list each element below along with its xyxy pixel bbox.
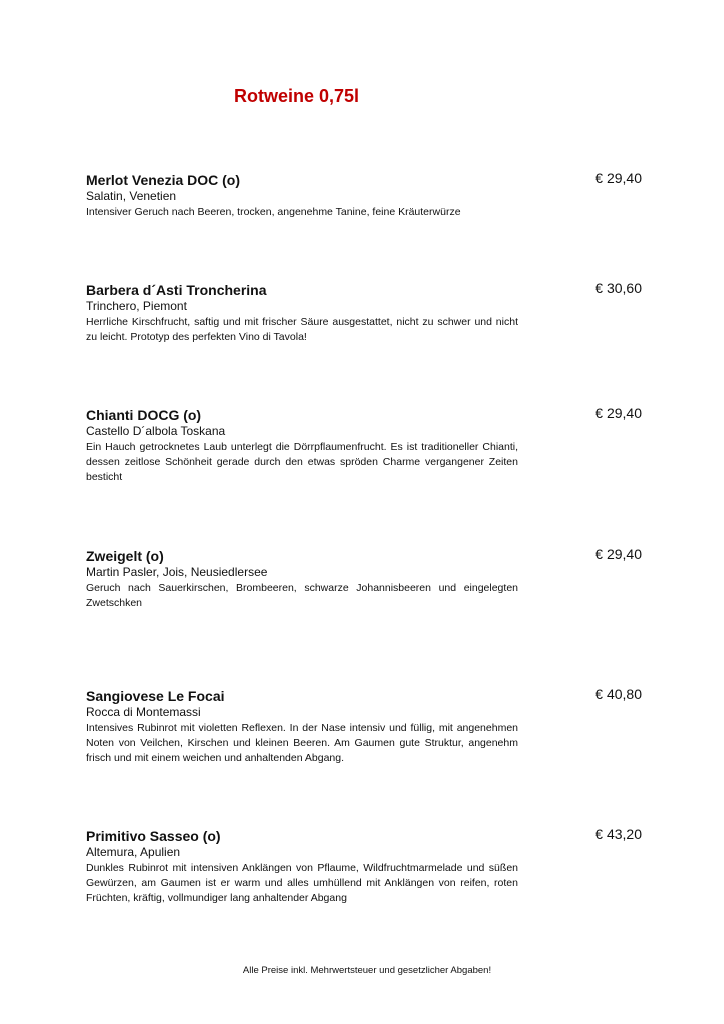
wine-producer: Salatin, Venetien bbox=[86, 189, 177, 203]
wine-description: Ein Hauch getrocknetes Laub unterlegt die Dörrpflaumenfrucht. Es ist traditioneller Chianti, dessen zeitlose Schönheit gerade durch den etwas spröden Charme vergangener Zeiten besticht bbox=[86, 441, 518, 483]
wine-item bbox=[86, 407, 642, 485]
wine-name: Chianti DOCG (o) bbox=[86, 407, 202, 423]
wine-price: € 43,20 bbox=[595, 826, 642, 842]
page-title: Rotweine 0,75l bbox=[234, 86, 360, 106]
wine-item bbox=[86, 172, 642, 220]
wine-producer: Castello D´albola Toskana bbox=[86, 424, 226, 438]
wine-name: Merlot Venezia DOC (o) bbox=[86, 172, 241, 188]
wine-description: Dunkles Rubinrot mit intensiven Anklängen von Pflaume, Wildfruchtmarmelade und süßen Gewürzen, am Gaumen ist er warm und alles umhüllend mit Anklängen von reifen, roten Früchten, kräftig, vollmundiger lang anhaltender Abgang bbox=[86, 862, 518, 904]
wine-name: Barbera d´Asti Troncherina bbox=[86, 282, 267, 298]
wine-item bbox=[86, 548, 642, 611]
wine-price: € 29,40 bbox=[595, 170, 642, 186]
wine-price: € 29,40 bbox=[595, 405, 642, 421]
wine-item bbox=[86, 282, 642, 345]
wine-description: Intensiver Geruch nach Beeren, trocken, angenehme Tanine, feine Kräuterwürze bbox=[86, 206, 461, 218]
wine-price: € 29,40 bbox=[595, 546, 642, 562]
wine-item bbox=[86, 688, 642, 766]
wine-description: Intensives Rubinrot mit violetten Reflexen. In der Nase intensiv und füllig, mit angenehmen Noten von Veilchen, Kirschen und kleinen Beeren. Am Gaumen gute Struktur, angenehm frisch und mit einem weichen und anhaltenden Abgang. bbox=[86, 722, 518, 764]
wine-producer: Trinchero, Piemont bbox=[86, 299, 187, 313]
wine-producer: Martin Pasler, Jois, Neusiedlersee bbox=[86, 565, 268, 579]
wine-name: Primitivo Sasseo (o) bbox=[86, 828, 221, 844]
wine-item bbox=[86, 828, 642, 906]
wine-price: € 40,80 bbox=[595, 686, 642, 702]
wine-producer: Altemura, Apulien bbox=[86, 845, 181, 859]
wine-price: € 30,60 bbox=[595, 280, 642, 296]
wine-name: Sangiovese Le Focai bbox=[86, 688, 225, 704]
wine-description: Herrliche Kirschfrucht, saftig und mit frischer Säure ausgestattet, nicht zu schwer und nicht zu leicht. Prototyp des perfekten Vino di Tavola! bbox=[86, 316, 518, 343]
footer-note: Alle Preise inkl. Mehrwertsteuer und gesetzlicher Abgaben! bbox=[242, 965, 492, 976]
wine-name: Zweigelt (o) bbox=[86, 548, 164, 564]
wine-producer: Rocca di Montemassi bbox=[86, 705, 201, 719]
wine-description: Geruch nach Sauerkirschen, Brombeeren, schwarze Johannisbeeren und eingelegten Zwetschken bbox=[86, 582, 518, 609]
